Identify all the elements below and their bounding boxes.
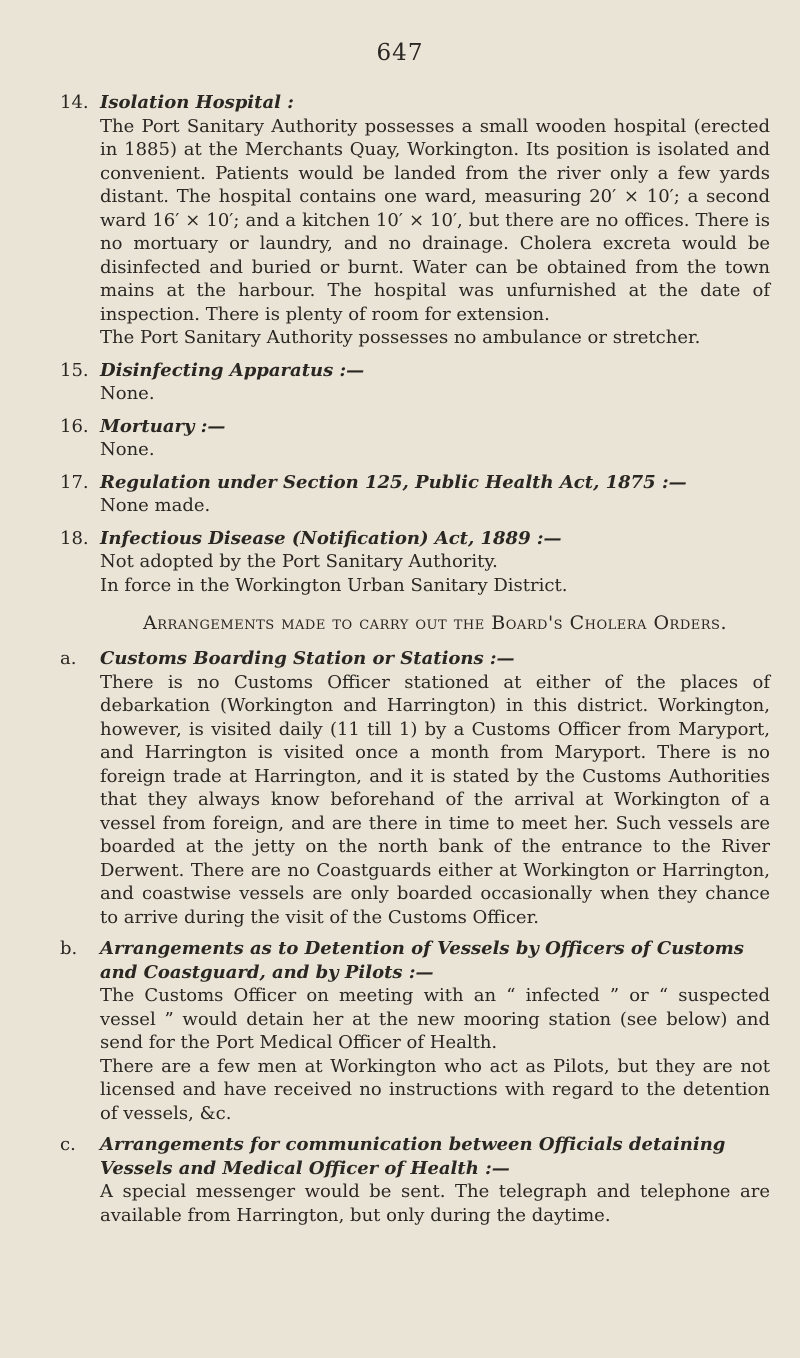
sub-item-paragraph: The Customs Officer on meeting with an “ infected ” or “ suspected vessel ” would detain her at the new mooring station (see below) and send for the Port Medical Officer of Health.: [100, 985, 770, 1053]
item-heading: Isolation Hospital :: [100, 92, 294, 113]
sub-item-letter: b.: [60, 938, 78, 959]
item-number: 18.: [60, 527, 89, 549]
sub-item-paragraph: There is no Customs Officer stationed at either of the places of debarkation (Workington and Harrington) in this district. Workington, however, is visited daily (11 till 1) by a Customs Officer from Maryport, and Harrington is visited once a month from Maryport. There is no foreign trade at Harrington, and it is stated by the Customs Authorities that they always know beforehand of the arrival at Workington of a vessel from foreign, and are there in time to meet her. Such vessels are boarded at the jetty on the north bank of the entrance to the River Derwent. There are no Coastguards either at Workington or Harrington, and coastwise vessels are only boarded occasionally when they chance to arrive during the visit of the Customs Officer.: [100, 671, 770, 928]
item-disinfecting-apparatus: [60, 359, 770, 406]
item-number: 16.: [60, 415, 89, 437]
item-paragraph: Not adopted by the Port Sanitary Authority.: [100, 551, 498, 572]
item-paragraph: None.: [100, 439, 155, 460]
sub-item-heading: Arrangements for communication between Officials detaining Vessels and Medical Officer of Health :—: [100, 1134, 726, 1179]
item-paragraph: None.: [100, 383, 155, 404]
item-number: 15.: [60, 359, 89, 381]
sub-item-heading: Arrangements as to Detention of Vessels by Officers of Customs and Coastguard, and by Pilots :—: [100, 938, 744, 983]
item-isolation-hospital: [60, 91, 770, 350]
item-paragraph: In force in the Workington Urban Sanitary District.: [100, 574, 568, 596]
sub-item-paragraph: A special messenger would be sent. The telegraph and telephone are available from Harrington, but only during the daytime.: [100, 1181, 770, 1226]
sub-item-detention-arrangements: [60, 937, 770, 1125]
item-mortuary: [60, 415, 770, 462]
item-number: 14.: [60, 92, 89, 113]
sub-item-letter: a.: [60, 648, 77, 669]
sub-item-paragraph: There are a few men at Workington who act as Pilots, but they are not licensed and have received no instructions with regard to the detention of vessels, &c.: [100, 1055, 770, 1124]
item-paragraph: The Port Sanitary Authority possesses a small wooden hospital (erected in 1885) at the Merchants Quay, Workington. Its position is isolated and convenient. Patients would be landed from the river only a few yards distant. The hospital contains one ward, measuring 20′ × 10′; a second ward 16′ × 10′; and a kitchen 10′ × 10′, but there are no offices. There is no mortuary or laundry, and no drainage. Cholera excreta would be disinfected and buried or burnt. Water can be obtained from the town mains at the harbour. The hospital was unfurnished at the date of inspection. There is plenty of room for extension.: [100, 115, 770, 325]
item-number: 17.: [60, 471, 89, 493]
item-heading: Infectious Disease (Notification) Act, 1889 :—: [100, 527, 562, 549]
item-regulation: [60, 471, 770, 518]
page-number: 647: [376, 40, 424, 66]
sub-item-letter: c.: [60, 1134, 76, 1155]
item-heading: Mortuary :—: [100, 415, 226, 437]
page-content: [60, 91, 770, 1235]
item-heading: Regulation under Section 125, Public Health Act, 1875 :—: [100, 471, 687, 493]
sub-item-customs-boarding: [60, 647, 770, 929]
item-heading: Disinfecting Apparatus :—: [100, 359, 365, 381]
item-infectious-disease-act: [60, 527, 770, 598]
item-paragraph: The Port Sanitary Authority possesses no ambulance or stretcher.: [100, 327, 701, 348]
section-title: Arrangements made to carry out the Board's Cholera Orders.: [142, 612, 727, 634]
item-paragraph: None made.: [100, 495, 211, 516]
sub-item-heading: Customs Boarding Station or Stations :—: [100, 648, 515, 669]
sub-item-communication-arrangements: [60, 1133, 770, 1227]
